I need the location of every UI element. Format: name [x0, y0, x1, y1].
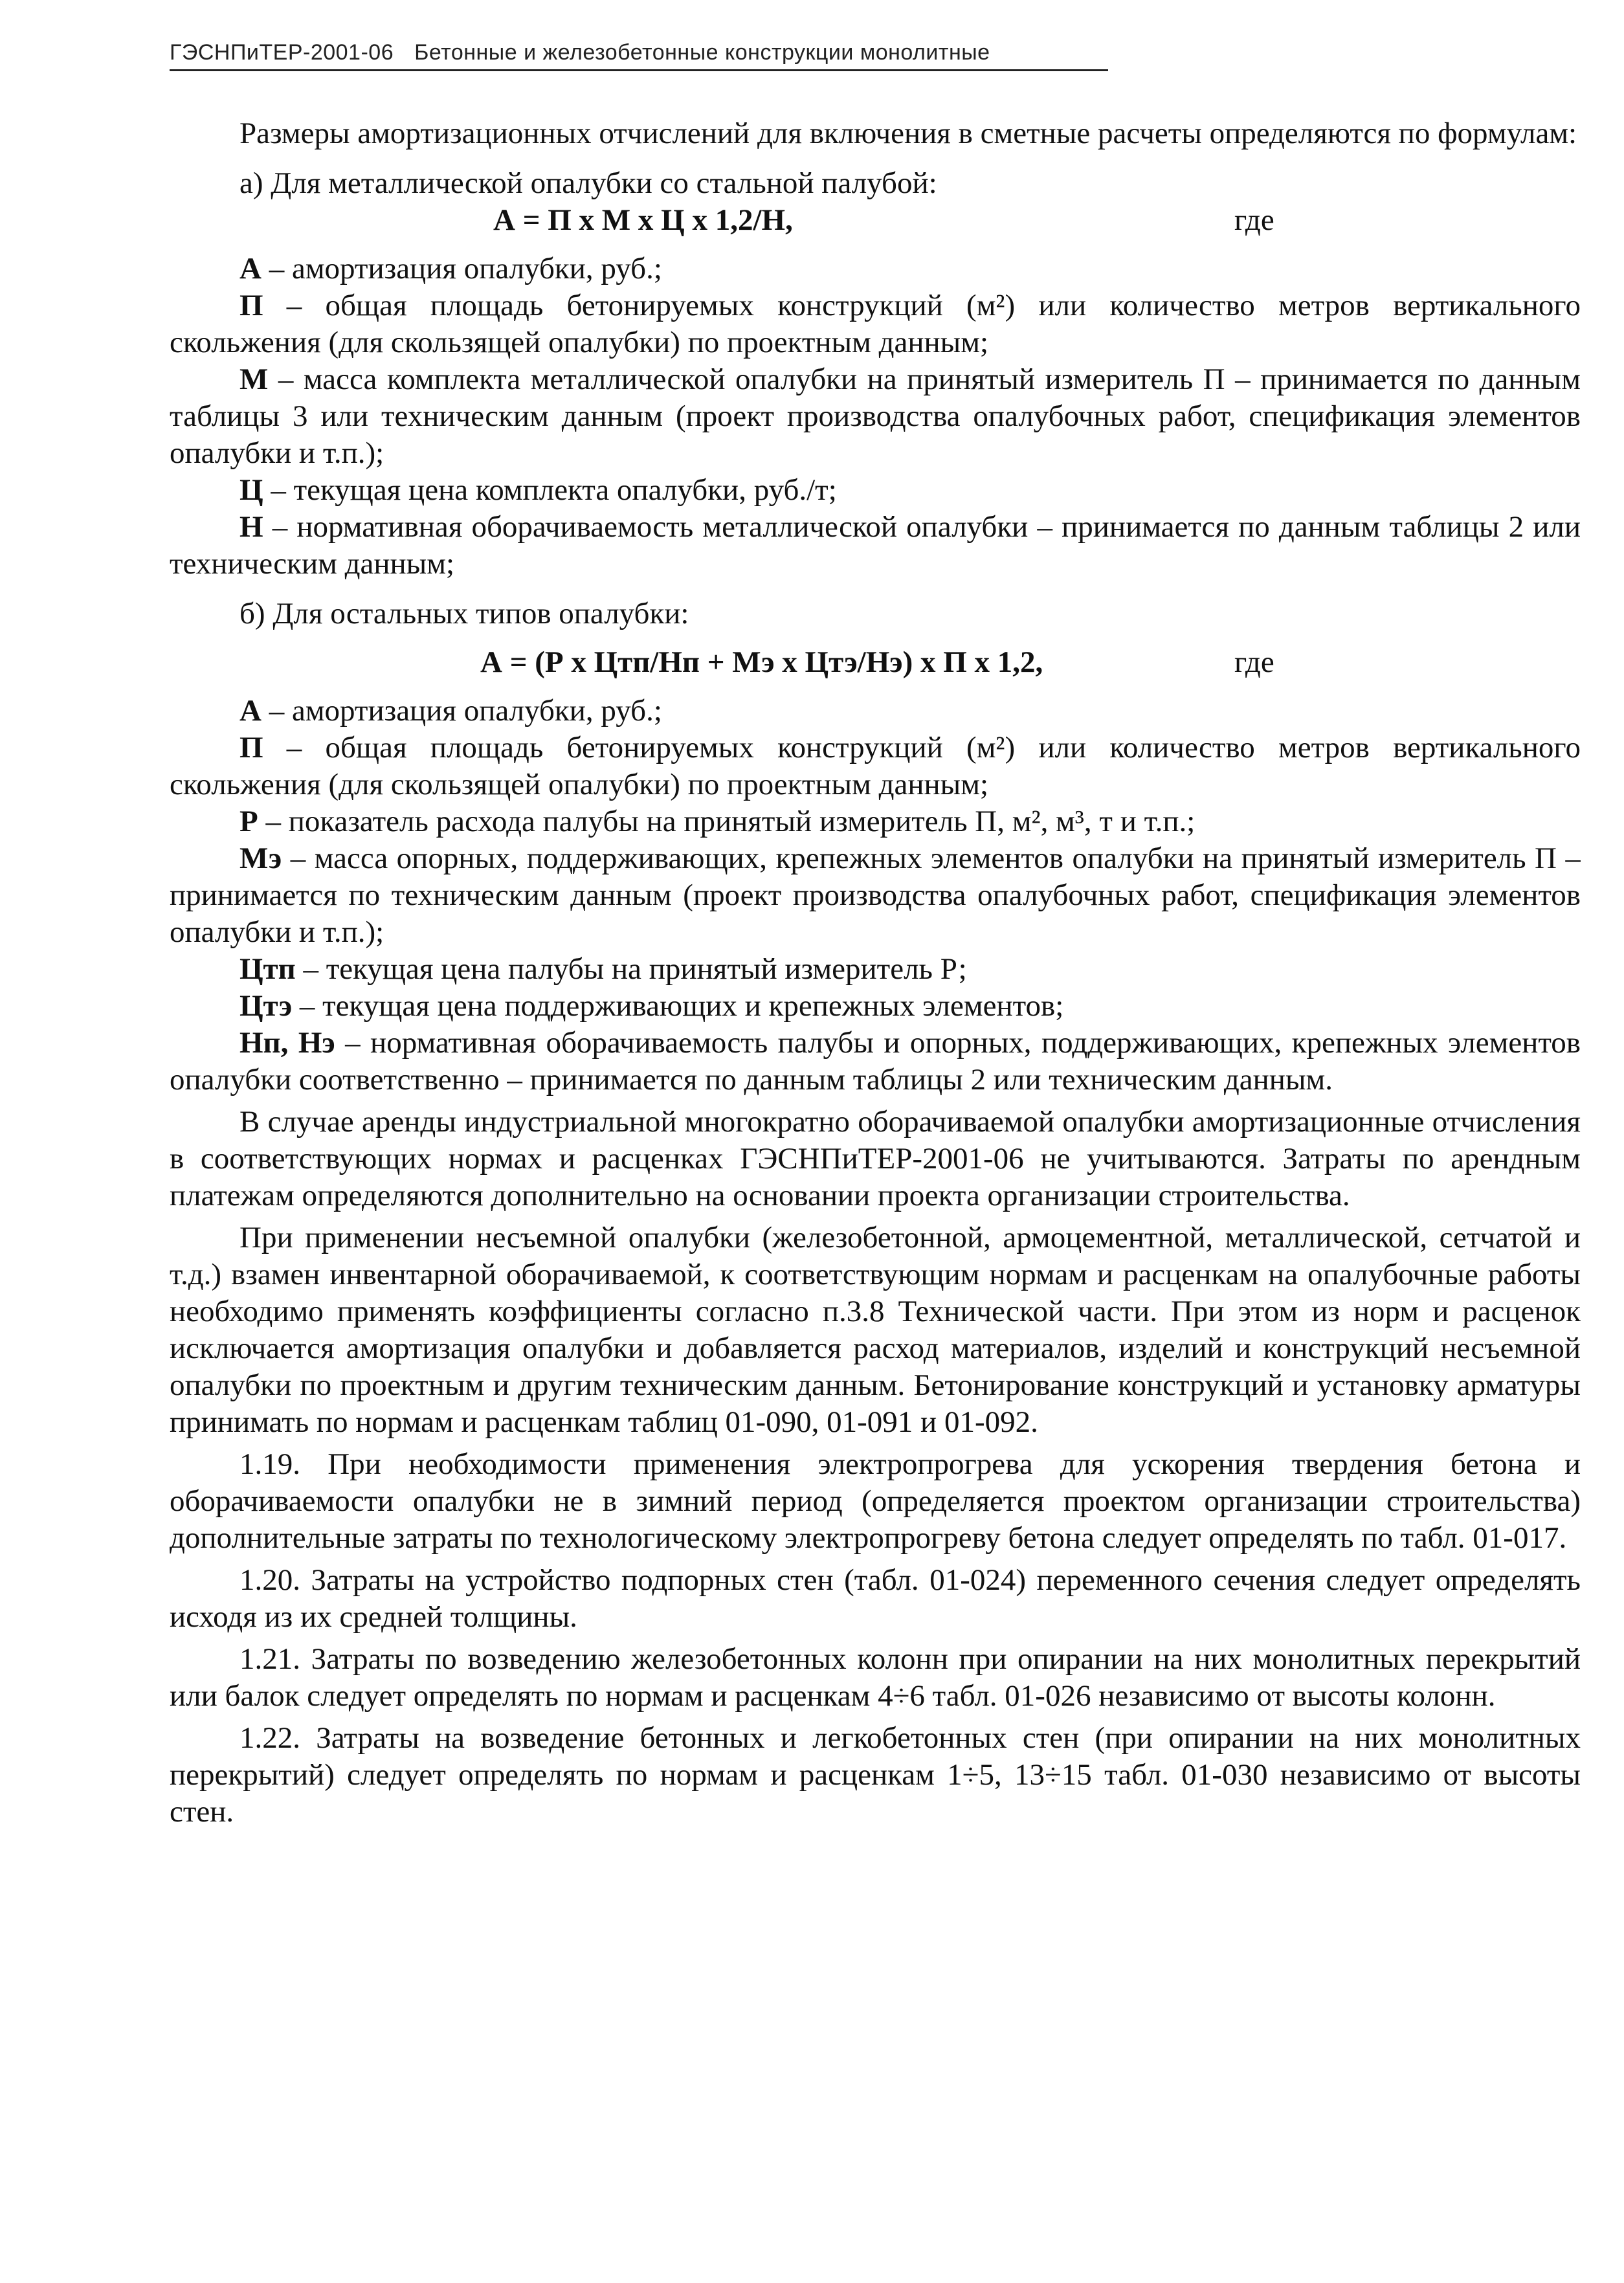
definition-b-1: П – общая площадь бетонируемых конструкций (м²) или количество метров вертикального скольжения (для скользящей опалубки) по проектным данным;: [170, 731, 1581, 801]
definition-b-2: Р – показатель расхода палубы на принятый измеритель П, м², м³, т и т.п.;: [239, 805, 1196, 838]
document-title: Бетонные и железобетонные конструкции монолитные: [414, 40, 990, 65]
formula-a-where: где: [1234, 203, 1274, 237]
paragraph-1-22: 1.22. Затраты на возведение бетонных и легкобетонных стен (при опирании на них монолитных перекрытий) следует определять по нормам и расценкам 1÷5, 13÷15 табл. 01-030 независимо от высоты стен.: [170, 1721, 1581, 1829]
definition-a-1: П – общая площадь бетонируемых конструкций (м²) или количество метров вертикального скольжения (для скользящей опалубки) по проектным данным;: [170, 289, 1581, 359]
definition-b-4: Цтп – текущая цена палубы на принятый измеритель Р;: [239, 952, 967, 986]
definition-b-6: Нп, Нэ – нормативная оборачиваемость палубы и опорных, поддерживающих, крепежных элементов опалубки соответственно – принимается по данным таблицы 2 или техническим данным.: [170, 1026, 1581, 1097]
definition-a-2: М – масса комплекта металлической опалубки на принятый измеритель П – принимается по данным таблицы 3 или техническим данным (проект производства опалубочных работ, спецификация элементов опалубки и т.п.);: [170, 362, 1581, 470]
definition-a-0: А – амортизация опалубки, руб.;: [239, 252, 662, 285]
definition-b-5: Цтэ – текущая цена поддерживающих и крепежных элементов;: [239, 989, 1064, 1023]
formula-a: [170, 202, 1581, 239]
intro-paragraph: Размеры амортизационных отчислений для включения в сметные расчеты определяются по формулам:: [239, 117, 1577, 150]
paragraph-fixed-formwork: При применении несъемной опалубки (железобетонной, армоцементной, металлической, сетчатой и т.д.) взамен инвентарной оборачиваемой, к соответствующим нормам и расценкам на опалубочные работы необходимо применять коэффициенты согласно п.3.8 Технической части. При этом из норм и расценок исключается амортизация опалубки и добавляется расход материалов, изделий и конструкций несъемной опалубки по проектным и другим техническим данным. Бетонирование конструкций и установку арматуры принимать по нормам и расценкам таблиц 01-090, 01-091 и 01-092.: [170, 1221, 1581, 1439]
section-a-heading: а) Для металлической опалубки со стальной палубой:: [239, 166, 937, 200]
formula-b-text: А = (Р х Цтп/Нп + Мэ х Цтэ/Нэ) х П х 1,2,: [480, 645, 1043, 679]
formula-a-text: А = П х М х Ц х 1,2/Н,: [493, 203, 793, 237]
definition-a-3: Ц – текущая цена комплекта опалубки, руб./т;: [239, 473, 837, 507]
page-content: [170, 115, 1581, 1831]
paragraph-1-21: 1.21. Затраты по возведению железобетонных колонн при опирании на них монолитных перекрытий или балок следует определять по нормам и расценкам 4÷6 табл. 01-026 независимо от высоты колонн.: [170, 1642, 1581, 1713]
paragraph-rental: В случае аренды индустриальной многократно оборачиваемой опалубки амортизационные отчисления в соответствующих нормах и расценках ГЭСНПиТЕР-2001-06 не учитываются. Затраты по арендным платежам определяются дополнительно на основании проекта организации строительства.: [170, 1105, 1581, 1212]
definition-b-0: А – амортизация опалубки, руб.;: [239, 694, 662, 728]
formula-b: [170, 644, 1581, 681]
formula-b-where: где: [1234, 645, 1274, 679]
definition-a-4: Н – нормативная оборачиваемость металлической опалубки – принимается по данным таблицы 2 или техническим данным;: [170, 510, 1581, 581]
paragraph-1-19: 1.19. При необходимости применения электропрогрева для ускорения твердения бетона и оборачиваемости опалубки не в зимний период (определяется проектом организации строительства) дополнительные затраты по технологическому электропрогреву бетона следует определять по табл. 01-017.: [170, 1447, 1581, 1555]
page-header: [170, 40, 1108, 71]
section-b-heading: б) Для остальных типов опалубки:: [239, 597, 689, 630]
paragraph-1-20: 1.20. Затраты на устройство подпорных стен (табл. 01-024) переменного сечения следует определять исходя из их средней толщины.: [170, 1563, 1581, 1634]
document-code: ГЭСНПиТЕР-2001-06: [170, 40, 394, 65]
definition-b-3: Мэ – масса опорных, поддерживающих, крепежных элементов опалубки на принятый измеритель П – принимается по техническим данным (проект производства опалубочных работ, спецификация элементов опалубки и т.п.);: [170, 841, 1581, 949]
